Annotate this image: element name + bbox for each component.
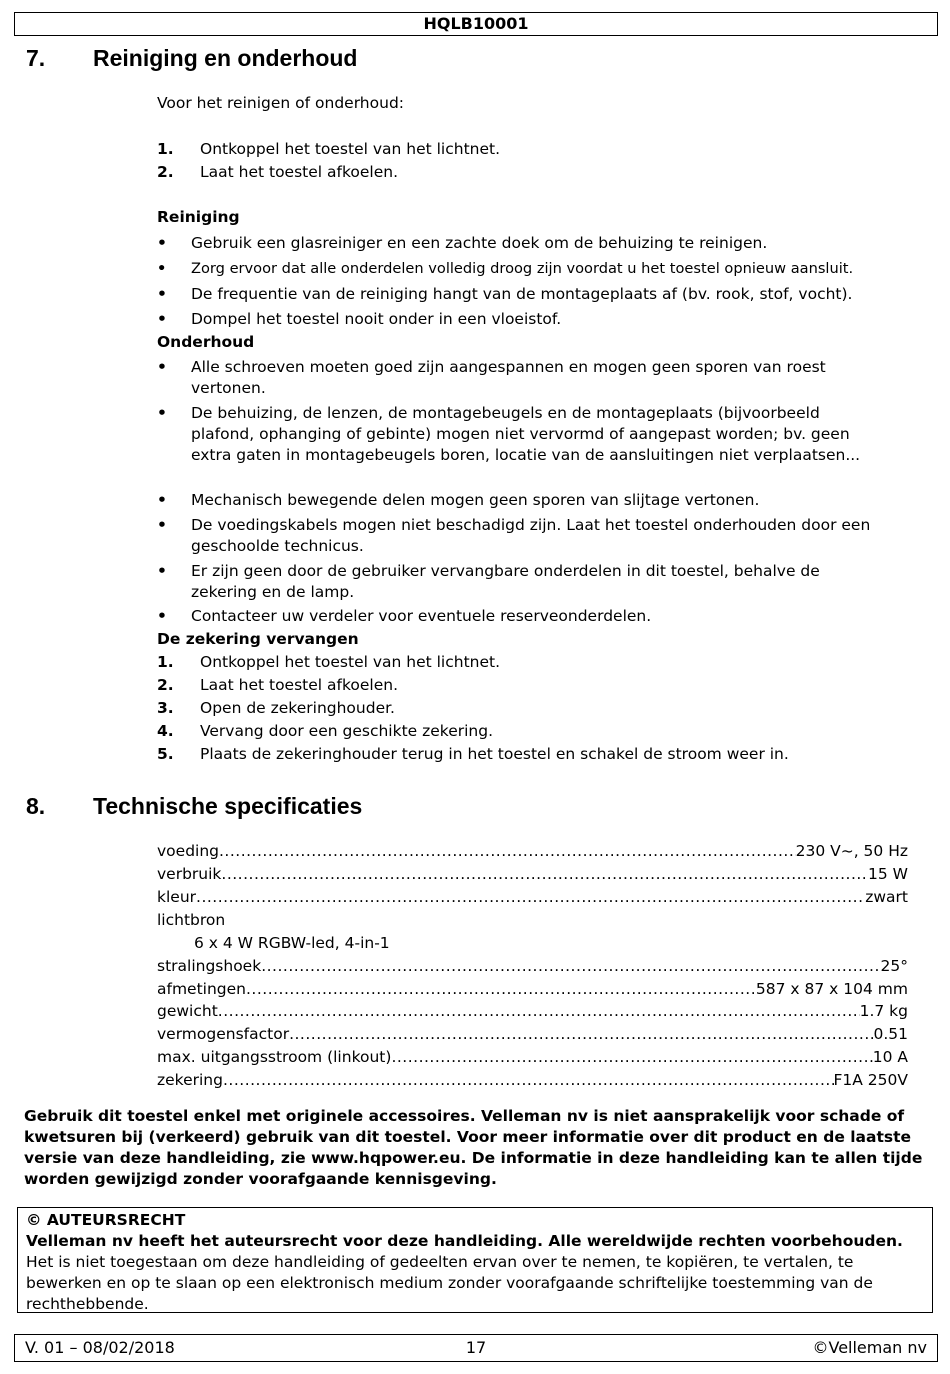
bullet-item	[157, 403, 877, 466]
spec-value: 15 W	[868, 865, 908, 883]
spec-row	[157, 887, 908, 908]
step-number: 5.	[157, 745, 174, 763]
bullet-icon: •	[157, 358, 167, 376]
bullet-item	[157, 606, 917, 627]
spec-value: 1.7 kg	[859, 1002, 908, 1020]
leader-dots	[289, 1024, 873, 1045]
spec-value: 25°	[880, 957, 908, 975]
bullet-text: De frequentie van de reiniging hangt van de montageplaats af (bv. rook, stof, vocht).	[191, 285, 853, 303]
bullet-item	[157, 490, 917, 511]
step-number: 1.	[157, 140, 174, 158]
copyright-body-text: Het is niet toegestaan om deze handleiding of gedeelten ervan over te nemen, te kopiëren, te vertalen, te bewerken en op te slaan op een elektronisch medium zonder voorafgaande schriftelijke toestemming van de rechthebbende.	[26, 1253, 873, 1313]
step-text: Plaats de zekeringhouder terug in het toestel en schakel de stroom weer in.	[200, 745, 789, 763]
section-number: 8.	[26, 793, 46, 819]
leader-dots	[219, 841, 796, 862]
step-item	[157, 744, 789, 765]
leader-dots	[223, 1070, 834, 1091]
step-number: 4.	[157, 722, 174, 740]
step-item	[157, 698, 395, 719]
spec-row	[157, 956, 908, 977]
step-text: Vervang door een geschikte zekering.	[200, 722, 494, 740]
bullet-item	[157, 515, 902, 557]
leader-dots	[261, 956, 880, 977]
step-item	[157, 162, 398, 183]
spec-label: vermogensfactor	[157, 1025, 290, 1043]
version-date: V. 01 – 08/02/2018	[25, 1338, 175, 1357]
leader-dots	[218, 1001, 860, 1022]
step-text: Laat het toestel afkoelen.	[200, 676, 399, 694]
step-text: Laat het toestel afkoelen.	[200, 163, 399, 181]
bullet-icon: •	[157, 285, 167, 303]
bullet-icon: •	[157, 260, 167, 277]
section-8-title	[26, 793, 362, 820]
spec-label: kleur	[157, 888, 197, 906]
bullet-text: Gebruik een glasreiniger en een zachte doek om de behuizing te reinigen.	[191, 234, 768, 252]
spec-value: 10 A	[872, 1048, 908, 1066]
intro-text: Voor het reinigen of onderhoud:	[157, 94, 405, 112]
spec-label: lichtbron	[157, 911, 226, 929]
spec-row	[157, 1024, 908, 1045]
section-number: 7.	[26, 45, 46, 71]
leader-dots	[391, 1047, 872, 1068]
copyright-box	[17, 1207, 933, 1313]
step-item	[157, 675, 398, 696]
spec-label: max. uitgangsstroom (linkout)	[157, 1048, 392, 1066]
bullet-item	[157, 233, 917, 254]
step-text: Ontkoppel het toestel van het lichtnet.	[200, 140, 501, 158]
bullet-icon: •	[157, 562, 167, 580]
subheading-fuse: De zekering vervangen	[157, 630, 359, 648]
spec-value: F1A 250V	[833, 1071, 908, 1089]
bullet-text: Zorg ervoor dat alle onderdelen volledig droog zijn voordat u het toestel opnieuw aansluit.	[191, 260, 854, 277]
bullet-icon: •	[157, 607, 167, 625]
copyright-heading: © AUTEURSRECHT	[26, 1211, 186, 1229]
bullet-text: De behuizing, de lenzen, de montagebeugels en de montageplaats (bijvoorbeeld plafond, ophanging of gebinte) mogen niet vervormd of aangepast worden; bv. geen extra gaten in montagebeugels boren, locatie van de aansluitingen niet verplaatsen...	[191, 404, 861, 464]
bullet-text: De voedingskabels mogen niet beschadigd zijn. Laat het toestel onderhouden door een geschoolde technicus.	[191, 516, 871, 555]
spec-value: 230 V~, 50 Hz	[795, 842, 908, 860]
spec-label: verbruik	[157, 865, 222, 883]
bullet-icon: •	[157, 516, 167, 534]
bullet-text: Contacteer uw verdeler voor eventuele reserveonderdelen.	[191, 607, 652, 625]
spec-value: zwart	[865, 888, 908, 906]
copyright-bold-text: Velleman nv heeft het auteursrecht voor deze handleiding. Alle wereldwijde rechten voorbehouden.	[26, 1232, 903, 1250]
bullet-icon: •	[157, 234, 167, 252]
bullet-text: Alle schroeven moeten goed zijn aangespannen en mogen geen sporen van roest vertonen.	[191, 358, 826, 397]
spec-label: gewicht	[157, 1002, 218, 1020]
spec-label: afmetingen	[157, 980, 246, 998]
section-title-text: Technische specificaties	[93, 793, 363, 819]
copyright-text	[26, 1231, 924, 1315]
company-name: ©Velleman nv	[812, 1338, 927, 1357]
document-header	[14, 12, 938, 36]
bullet-icon: •	[157, 404, 167, 422]
bullet-text: Er zijn geen door de gebruiker vervangbare onderdelen in dit toestel, behalve de zekering en de lamp.	[191, 562, 820, 601]
step-item	[157, 721, 493, 742]
bullet-item	[157, 357, 897, 399]
spec-row	[157, 1070, 908, 1091]
disclaimer-notice: Gebruik dit toestel enkel met originele accessoires. Velleman nv is niet aansprakelijk voor schade of kwetsuren bij (verkeerd) gebruik van dit toestel. Voor meer informatie over dit product en de laatste versie van deze handleiding, zie www.hqpower.eu. De informatie in deze handleiding kan te allen tijde worden gewijzigd zonder voorafgaande kennisgeving.	[24, 1107, 923, 1188]
model-number: HQLB10001	[423, 14, 529, 33]
bullet-item	[157, 561, 887, 603]
section-7-title	[26, 45, 357, 72]
spec-value: 587 x 87 x 104 mm	[755, 980, 908, 998]
spec-row	[157, 1047, 908, 1068]
bullet-item	[157, 309, 917, 330]
spec-label: 6 x 4 W RGBW-led, 4-in-1	[194, 934, 390, 952]
leader-dots	[221, 864, 868, 885]
step-text: Open de zekeringhouder.	[200, 699, 395, 717]
step-number: 2.	[157, 163, 174, 181]
step-number: 1.	[157, 653, 174, 671]
spec-row	[157, 841, 908, 862]
spec-row	[157, 979, 908, 1000]
spec-label: zekering	[157, 1071, 223, 1089]
page-number: 17	[465, 1338, 487, 1357]
bullet-text: Mechanisch bewegende delen mogen geen sporen van slijtage vertonen.	[191, 491, 760, 509]
leader-dots	[196, 887, 865, 908]
subheading-cleaning: Reiniging	[157, 208, 240, 226]
section-title-text: Reiniging en onderhoud	[93, 45, 358, 71]
document-footer	[14, 1334, 938, 1362]
bullet-icon: •	[157, 310, 167, 328]
bullet-item	[157, 284, 917, 305]
step-number: 2.	[157, 676, 174, 694]
step-item	[157, 652, 500, 673]
step-item	[157, 139, 500, 160]
subheading-maintenance: Onderhoud	[157, 333, 255, 351]
spec-row	[157, 864, 908, 885]
spec-value: 0.51	[873, 1025, 908, 1043]
bullet-item	[157, 258, 917, 279]
step-number: 3.	[157, 699, 174, 717]
spec-row	[157, 1001, 908, 1022]
bullet-text: Dompel het toestel nooit onder in een vloeistof.	[191, 310, 562, 328]
spec-label: voeding	[157, 842, 219, 860]
spec-label: stralingshoek	[157, 957, 262, 975]
bullet-icon: •	[157, 491, 167, 509]
step-text: Ontkoppel het toestel van het lichtnet.	[200, 653, 501, 671]
leader-dots	[246, 979, 756, 1000]
